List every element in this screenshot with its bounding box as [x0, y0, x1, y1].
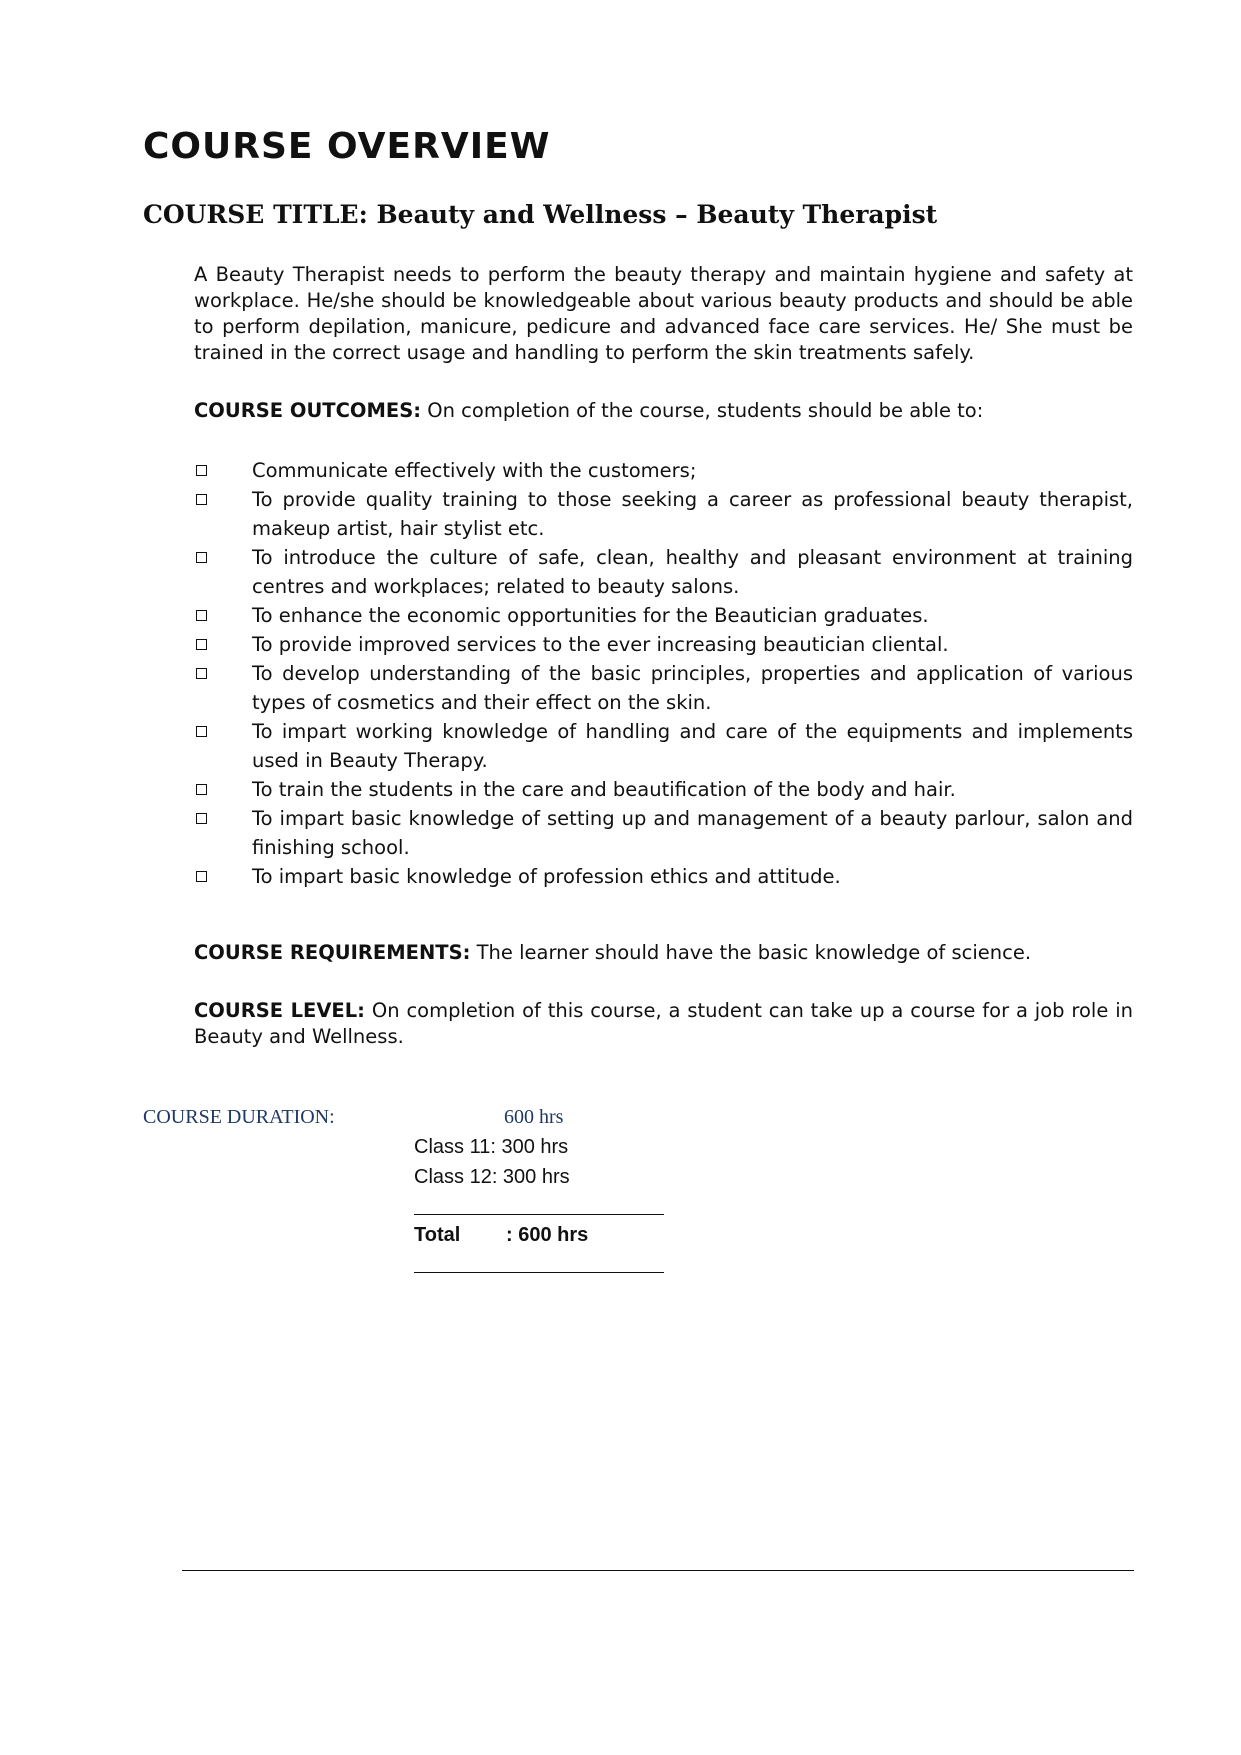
checkbox-icon	[196, 552, 207, 563]
list-item	[194, 659, 1133, 717]
footer-divider	[182, 1570, 1134, 1571]
duration-value: 600 hrs	[504, 1106, 564, 1128]
checkbox-icon	[196, 494, 207, 505]
list-item-text: To introduce the culture of safe, clean, healthy and pleasant environment at training centres and workplaces; related to beauty salons.	[252, 546, 1133, 598]
checkbox-icon	[196, 610, 207, 621]
divider	[414, 1272, 664, 1273]
list-item-text: To provide improved services to the ever increasing beautician cliental.	[252, 633, 949, 656]
checkbox-icon	[196, 726, 207, 737]
divider	[414, 1214, 664, 1215]
page-heading: COURSE OVERVIEW	[143, 126, 551, 167]
list-item-text: To impart basic knowledge of setting up and management of a beauty parlour, salon and finishing school.	[252, 807, 1133, 859]
outcomes-label: COURSE OUTCOMES:	[194, 399, 422, 422]
total-label: Total	[414, 1224, 461, 1246]
list-item	[194, 485, 1133, 543]
level-text: On completion of this course, a student can take up a course for a job role in Beauty and Wellness.	[194, 999, 1133, 1048]
requirements-label: COURSE REQUIREMENTS:	[194, 941, 471, 964]
total-value: : 600 hrs	[506, 1224, 589, 1246]
requirements-paragraph	[194, 940, 1133, 966]
course-title: COURSE TITLE: Beauty and Wellness – Beauty Therapist	[143, 200, 938, 229]
class11-hours: Class 11: 300 hrs	[414, 1136, 569, 1158]
checkbox-icon	[196, 465, 207, 476]
list-item	[194, 862, 1133, 891]
list-item	[194, 456, 1133, 485]
level-paragraph	[194, 998, 1133, 1050]
list-item-text: To provide quality training to those seeking a career as professional beauty therapist, makeup artist, hair stylist etc.	[252, 488, 1133, 540]
checkbox-icon	[196, 639, 207, 650]
outcomes-intro	[194, 398, 1133, 424]
checkbox-icon	[196, 871, 207, 882]
class12-hours: Class 12: 300 hrs	[414, 1166, 570, 1188]
list-item	[194, 543, 1133, 601]
intro-paragraph: A Beauty Therapist needs to perform the beauty therapy and maintain hygiene and safety at workplace. He/she should be knowledgeable about various beauty products and should be able to perform depilation, manicure, pedicure and advanced face care services. He/ She must be trained in the correct usage and handling to perform the skin treatments safely.	[194, 263, 1133, 364]
outcomes-list	[194, 456, 1133, 891]
list-item-text: To enhance the economic opportunities for the Beautician graduates.	[252, 604, 929, 627]
list-item	[194, 601, 1133, 630]
requirements-text: The learner should have the basic knowledge of science.	[470, 941, 1032, 964]
level-label: COURSE LEVEL:	[194, 999, 365, 1022]
checkbox-icon	[196, 784, 207, 795]
list-item-text: To train the students in the care and beautification of the body and hair.	[252, 778, 956, 801]
list-item	[194, 804, 1133, 862]
checkbox-icon	[196, 813, 207, 824]
list-item	[194, 630, 1133, 659]
list-item-text: To develop understanding of the basic principles, properties and application of various types of cosmetics and their effect on the skin.	[252, 662, 1133, 714]
duration-label: COURSE DURATION:	[143, 1106, 335, 1128]
list-item	[194, 775, 1133, 804]
list-item-text: To impart working knowledge of handling and care of the equipments and implements used in Beauty Therapy.	[252, 720, 1133, 772]
checkbox-icon	[196, 668, 207, 679]
list-item-text: To impart basic knowledge of profession ethics and attitude.	[252, 865, 841, 888]
list-item	[194, 717, 1133, 775]
outcomes-text: On completion of the course, students should be able to:	[421, 399, 984, 422]
list-item-text: Communicate effectively with the customers;	[252, 459, 697, 482]
